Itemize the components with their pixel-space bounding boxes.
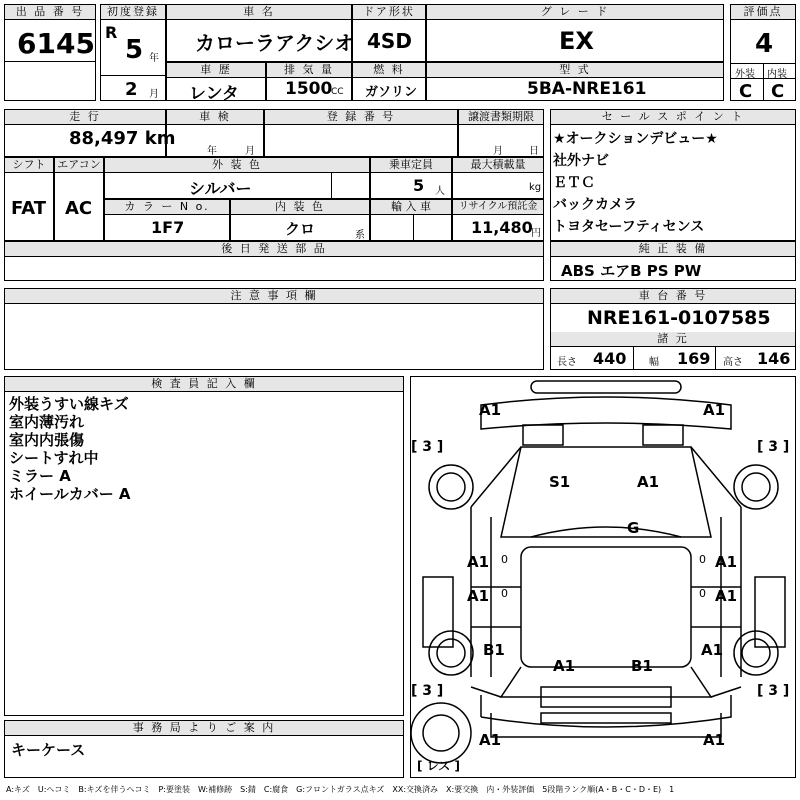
mileage: 88,497 km: [69, 128, 176, 149]
office-notes: キーケース: [11, 741, 86, 759]
sales-point: 社外ナビ: [553, 153, 609, 169]
aircon: AC: [65, 198, 93, 219]
shift-box: [4, 157, 54, 241]
capacity-box: [370, 157, 452, 199]
max-load-label: 最大積載量: [453, 158, 543, 173]
mark-zero-l1: 0: [501, 553, 508, 566]
int-color: クロ: [285, 220, 316, 238]
mark-rear-right: A1: [703, 731, 726, 749]
shift: FAT: [11, 198, 47, 219]
grade-label: グ レ ー ド: [427, 5, 723, 20]
disp-box: [266, 62, 352, 101]
mileage-box: [4, 109, 176, 157]
recycle: 11,480: [471, 218, 533, 237]
import-box: [370, 199, 452, 241]
door-box: [352, 4, 426, 62]
model-code: 5BA-NRE161: [527, 79, 647, 99]
sales-box: [550, 109, 796, 241]
transfer-label: 譲渡書類期限: [459, 110, 543, 125]
car-name-box: [166, 4, 355, 62]
color-no-box: [104, 199, 230, 241]
ext-color-box: [104, 157, 370, 199]
registration-label: 登 録 番 号: [265, 110, 457, 125]
sales-label: セ ー ル ス ポ イ ン ト: [551, 110, 795, 125]
mark-roof: G: [627, 519, 640, 537]
mark-rear-fender-l: B1: [483, 641, 505, 659]
inspection-label: 車 検: [167, 110, 263, 125]
inspection-year-unit: 年: [207, 146, 217, 157]
recycle-label: リサイクル預託金: [453, 200, 543, 215]
car-name-label: 車 名: [167, 5, 351, 20]
displacement: 1500: [285, 79, 333, 99]
max-load-unit: kg: [529, 182, 542, 193]
capacity: 5: [413, 176, 425, 195]
aircon-box: [54, 157, 104, 241]
shift-label: シフト: [5, 158, 53, 173]
sales-point: バックカメラ: [553, 197, 637, 213]
car-name: カローラアクシオ: [195, 31, 355, 55]
mark-hood-left: S1: [549, 473, 571, 491]
later-parts-label: 後 日 発 送 部 品: [5, 242, 543, 257]
mark-trunk-left: A1: [553, 657, 576, 675]
ext-color-label: 外 装 色: [105, 158, 369, 173]
transfer-day-unit: 日: [529, 146, 539, 157]
history-box: [166, 62, 266, 104]
reg-month: 2: [125, 79, 138, 100]
month-unit: 月: [149, 89, 159, 100]
recycle-unit: 円: [531, 228, 541, 239]
mark-tire-fl: [ 3 ]: [411, 439, 444, 455]
max-load-box: [452, 157, 544, 199]
notes-box: [4, 288, 544, 370]
car-outline-drawing: [411, 377, 795, 777]
office-label: 事 務 局 よ り ご 案 内: [5, 721, 403, 736]
history-label: 車 歴: [167, 63, 265, 78]
mark-rear-left: A1: [479, 731, 502, 749]
sales-list: [553, 130, 718, 236]
mark-zero-r2: 0: [699, 587, 706, 600]
sales-point: ★オークションデビュー★: [553, 131, 718, 147]
exterior-grade: C: [739, 81, 753, 102]
import-label: 輸 入 車: [371, 200, 451, 215]
legend: A:キズ U:ヘコミ B:キズを伴うヘコミ P:要塗装 W:補修跡 S:錆 C:腐食 G:フロントガラス点キズ XX:交換済み X:要交換 内・外装評価 5段階ランク順(A・B・C・D・E) 1: [6, 785, 675, 794]
inspector-note: 室内内張傷: [9, 431, 85, 449]
score: 4: [755, 29, 774, 59]
mark-trunk-right: B1: [631, 657, 653, 675]
mark-door-rr: A1: [715, 587, 738, 605]
fuel-label: 燃 料: [353, 63, 425, 78]
model-box: [426, 62, 724, 101]
height: 146: [757, 349, 791, 368]
era: R: [105, 23, 118, 42]
interior-label: 内装: [767, 69, 787, 80]
mark-tire-rr: [ 3 ]: [757, 683, 790, 699]
inspector-label: 検 査 員 記 入 欄: [5, 377, 403, 392]
color-no-label: カ ラ ー N o.: [105, 200, 229, 215]
mark-tire-fr: [ 3 ]: [757, 439, 790, 455]
interior-grade: C: [771, 81, 785, 102]
disp-label: 排 気 量: [267, 63, 351, 78]
ext-color: シルバー: [189, 179, 252, 198]
width: 169: [677, 349, 711, 368]
notes-label: 注 意 事 項 欄: [5, 289, 543, 304]
color-no: 1F7: [151, 218, 185, 237]
mileage-label: 走 行: [5, 110, 165, 125]
mark-spare: [ レス ]: [417, 759, 460, 773]
inspector-note: ホイールカバー A: [9, 485, 131, 503]
equipment-label: 純 正 装 備: [551, 242, 795, 257]
chassis-box: [550, 288, 796, 370]
length: 440: [593, 349, 627, 368]
mark-front-right: A1: [703, 401, 726, 419]
int-color-box: [230, 199, 370, 241]
transfer-box: [458, 109, 544, 157]
inspector-note: 外装うすい線キズ: [9, 395, 129, 413]
first-reg-box: [100, 4, 166, 101]
int-color-unit: 系: [355, 230, 365, 241]
height-label: 高さ: [723, 357, 743, 368]
history: レンタ: [189, 84, 239, 104]
inspector-box: [4, 376, 404, 716]
length-label: 長さ: [557, 357, 577, 368]
first-reg-label: 初度登録: [101, 5, 165, 20]
mark-hood-right: A1: [637, 473, 660, 491]
door-label: ドア形状: [353, 5, 425, 20]
equipment: ABS エアB PS PW: [561, 262, 702, 280]
fuel: ガソリン: [365, 85, 418, 100]
score-box: [730, 4, 796, 101]
inspector-note: シートすれ中: [9, 449, 99, 467]
grade: EX: [559, 27, 594, 55]
mark-tire-rl: [ 3 ]: [411, 683, 444, 699]
grade-box: [426, 4, 724, 62]
int-color-label: 内 装 色: [231, 200, 369, 215]
door-type: 4SD: [367, 29, 412, 53]
later-parts-box: [4, 241, 544, 281]
sales-point: ＥＴＣ: [553, 175, 595, 191]
mark-zero-r1: 0: [699, 553, 706, 566]
sales-point: トヨタセーフティセンス: [553, 219, 705, 235]
fuel-box: [352, 62, 426, 101]
inspector-note: ミラー A: [9, 467, 71, 485]
chassis-label: 車 台 番 号: [551, 289, 795, 304]
transfer-month-unit: 月: [493, 146, 503, 157]
score-label: 評価点: [731, 5, 795, 20]
mark-zero-l2: 0: [501, 587, 508, 600]
mark-rear-fender-r: A1: [701, 641, 724, 659]
dims-label: 諸 元: [551, 332, 795, 347]
car-diagram: [410, 376, 796, 778]
chassis-no: NRE161-0107585: [587, 307, 771, 329]
mark-front-left: A1: [479, 401, 502, 419]
mark-door-fl: A1: [467, 553, 490, 571]
disp-unit: CC: [331, 87, 344, 97]
equipment-box: [550, 241, 796, 281]
exterior-label: 外装: [735, 69, 755, 80]
inspection-month-unit: 月: [245, 146, 255, 157]
registration-box: [264, 109, 458, 157]
capacity-label: 乗車定員: [371, 158, 451, 173]
recycle-box: [452, 199, 544, 241]
inspector-list: [9, 395, 131, 503]
mark-door-rl: A1: [467, 587, 490, 605]
year-unit: 年: [149, 53, 159, 64]
reg-year: 5: [125, 35, 144, 65]
aircon-label: エアコン: [55, 158, 103, 173]
model-label: 型 式: [427, 63, 723, 78]
lot-number: 6145: [17, 27, 95, 60]
mark-door-fr: A1: [715, 553, 738, 571]
lot-label: 出 品 番 号: [5, 5, 95, 20]
capacity-unit: 人: [435, 186, 445, 197]
inspection-box: [166, 109, 264, 157]
office-box: [4, 720, 404, 778]
width-label: 幅: [649, 357, 659, 368]
lot-box: [4, 4, 96, 101]
inspector-note: 室内薄汚れ: [9, 413, 85, 431]
